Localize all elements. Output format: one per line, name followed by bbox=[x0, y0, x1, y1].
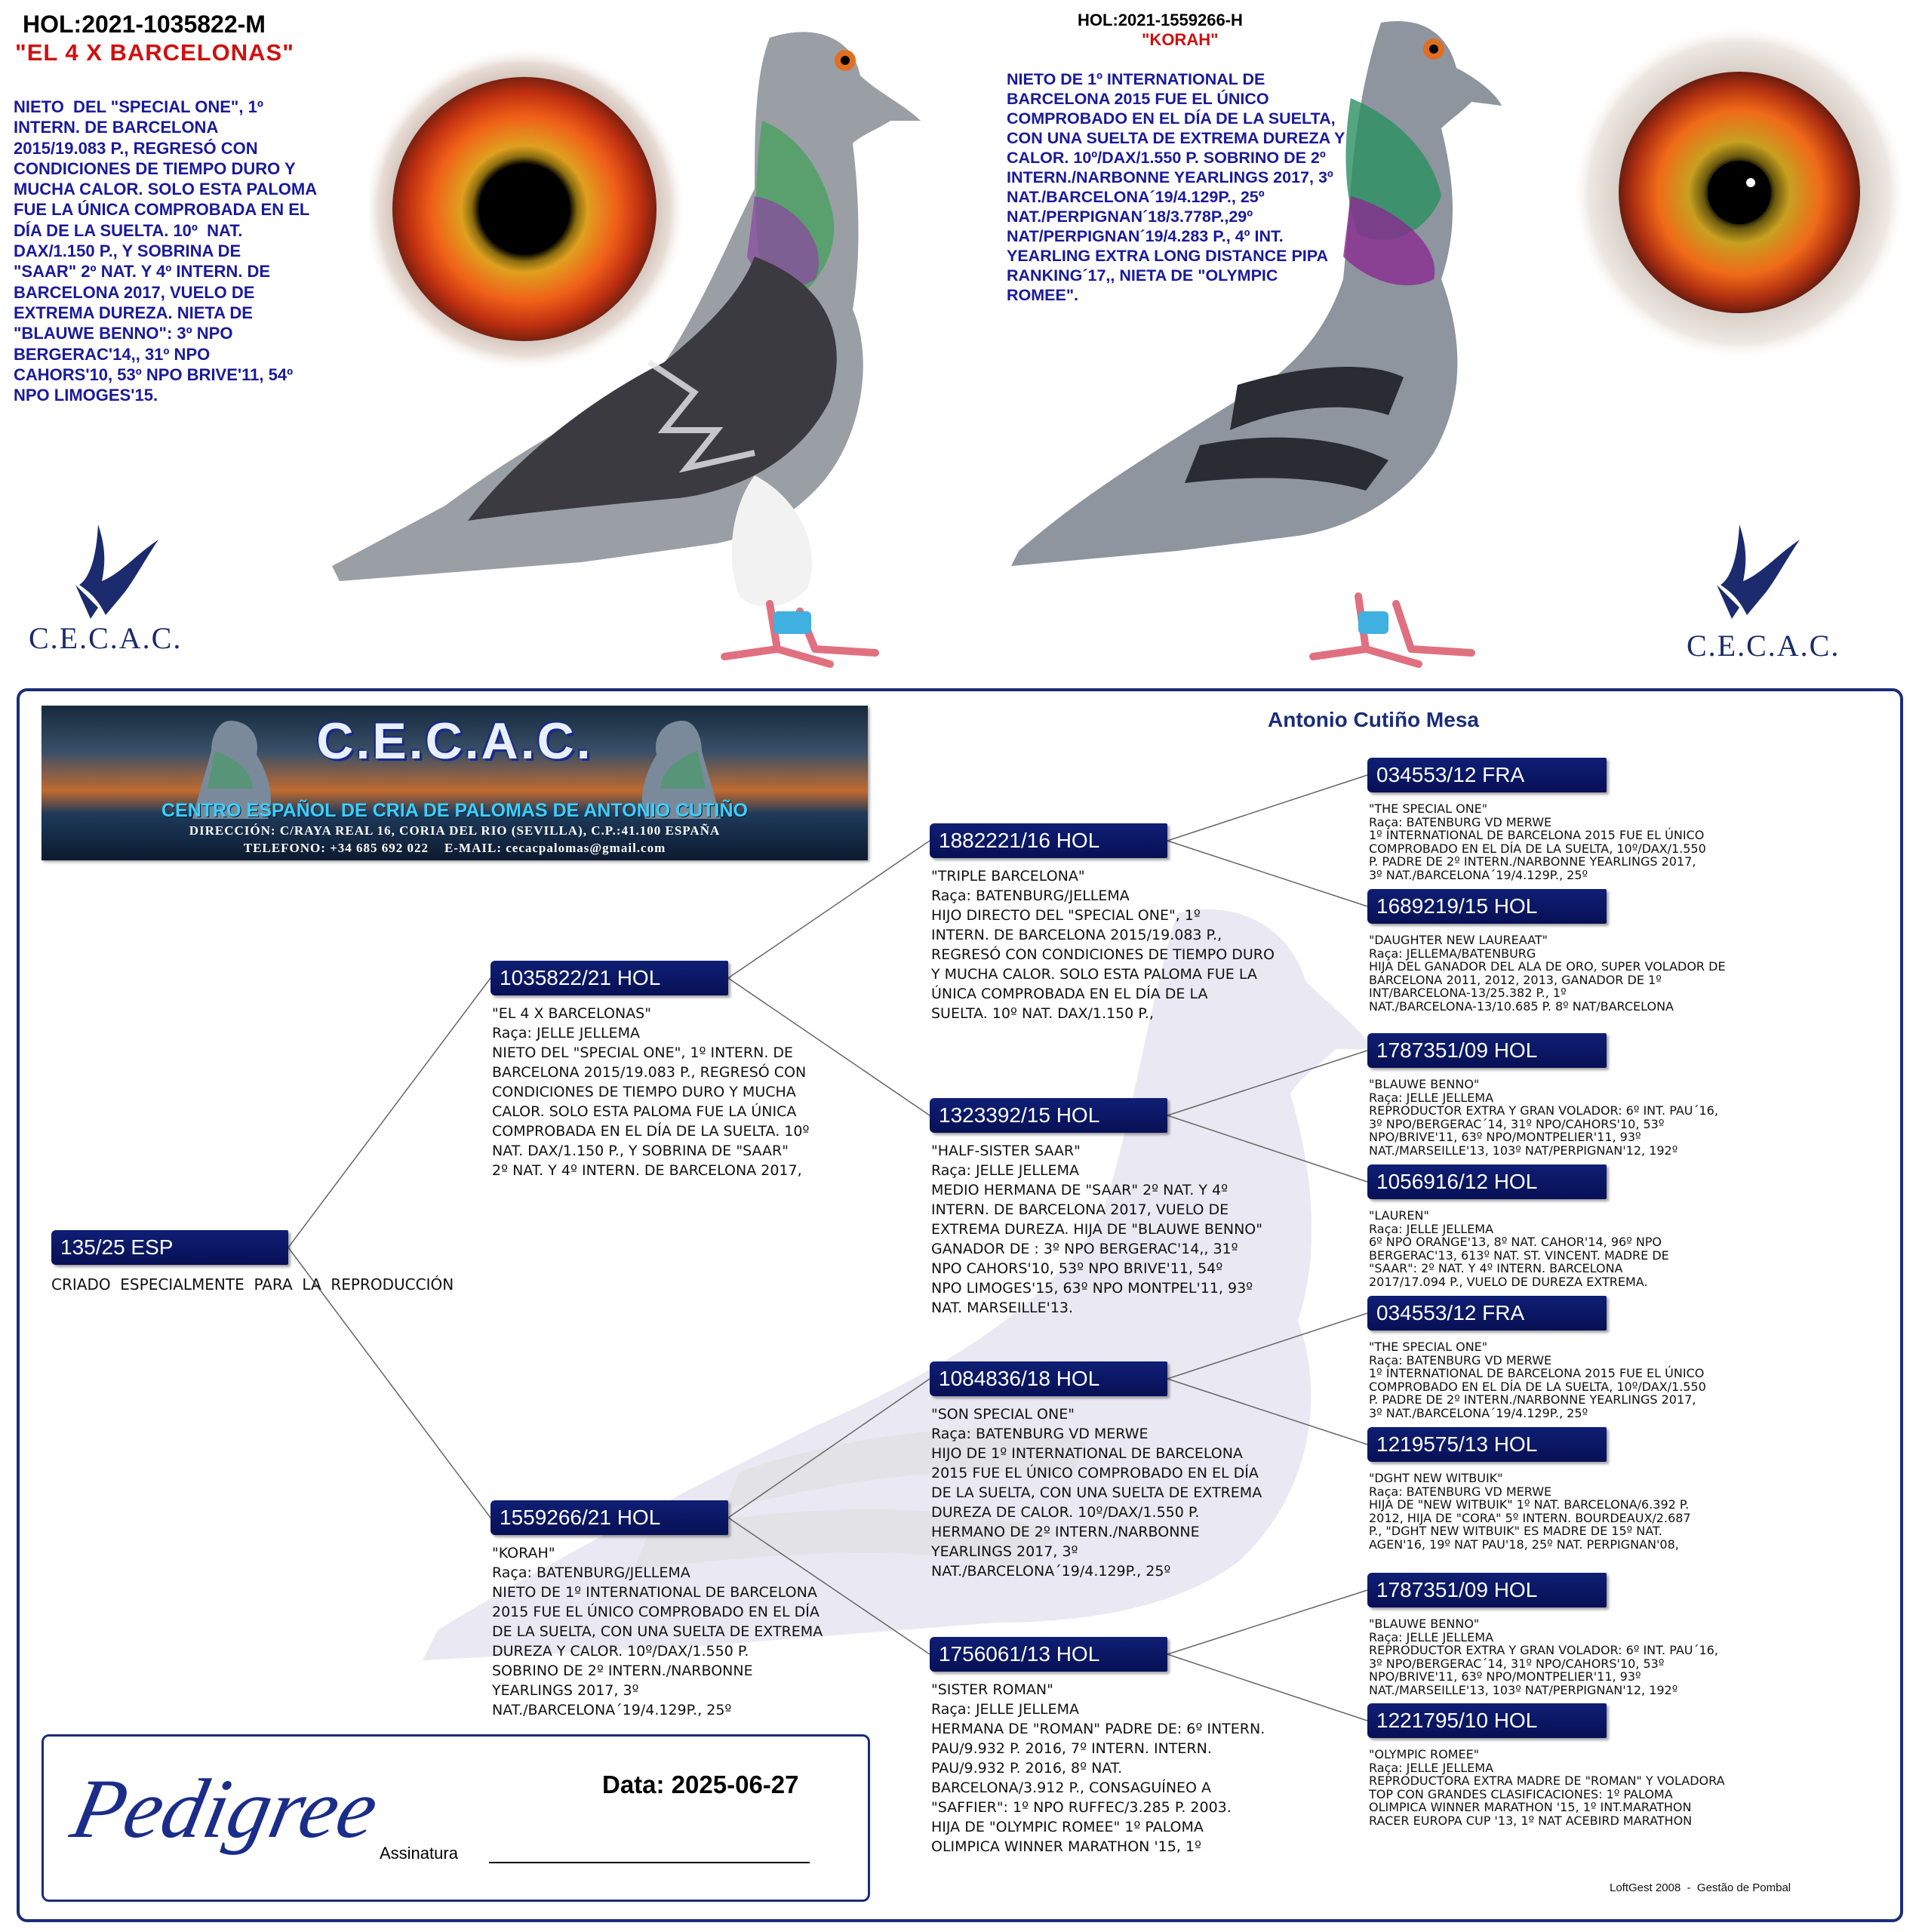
great-grandparent-ring-box[interactable]: 1219575/13 HOL bbox=[1367, 1427, 1607, 1462]
great-grandparent-ring-box[interactable]: 1221795/10 HOL bbox=[1367, 1703, 1607, 1738]
subject-note: CRIADO ESPECIALMENTE PARA LA REPRODUCCIÓN bbox=[51, 1275, 454, 1294]
description-line: NAT/PERPIGNAN´19/4.283 P., 4º INT. bbox=[1007, 227, 1284, 245]
right-bird-ring: HOL:2021-1559266-H bbox=[1078, 11, 1243, 29]
banner-address: DIRECCIÓN: C/RAYA REAL 16, CORIA DEL RIO (SEVILLA), C.P.:41.100 ESPAÑA bbox=[189, 823, 721, 838]
great-grandparent-details: "LAUREN" Raça: JELLE JELLEMA 6º NPO ORANGE'13, 8º NAT. CAHOR'14, 96º NPO BERGERAC'13, 613º NAT. ST. VINCENT. MADRE DE "SAAR": 2º NAT. Y 4º INTERN. BARCELONA 2017/17.094 P., VUELO DE DUREZA EXTREMA. bbox=[1369, 1208, 1669, 1289]
left-brand-mark: C.E.C.A.C. bbox=[29, 621, 183, 655]
description-line: DAX/1.150 P., Y SOBRINA DE bbox=[14, 242, 241, 261]
great-grandparent-details: "DGHT NEW WITBUIK" Raça: BATENBURG VD MERWE HIJA DE "NEW WITBUIK" 1º NAT. BARCELONA/6.392 P. 2012, HIJA DE "CORA" 5º INTERN. BOURDEAUX/2.687 P., "DGHT NEW WITBUIK" ES MADRE DE 15º NAT. AGEN'16, 19º NAT PAU'18, 25º NAT. PERPIGNAN'08, bbox=[1369, 1471, 1691, 1552]
description-line: NAT./BARCELONA´19/4.129P., 25º bbox=[1007, 188, 1265, 206]
parent-ring-box[interactable]: 1035822/21 HOL bbox=[490, 961, 728, 995]
left-bird-ring: HOL:2021-1035822-M bbox=[23, 11, 266, 38]
great-grandparent-details: "BLAUWE BENNO" Raça: JELLE JELLEMA REPRODUCTOR EXTRA Y GRAN VOLADOR: 6º INT. PAU´16, 3º NPO/BERGERAC´14, 31º NPO/CAHORS'10, 53º NPO/BRIVE'11, 63º NPO/MONTPELIER'11, 93º NAT./MARSEILLE'13, 103º NAT/PERPIGNAN'12, 192º bbox=[1369, 1077, 1718, 1158]
great-grandparent-details: "OLYMPIC ROMEE" Raça: JELLE JELLEMA REPRODUCTORA EXTRA MADRE DE "ROMAN" Y VOLADORA TOP CON GRANDES CLASIFICACIONES: 1º PALOMA OLIMPICA WINNER MARATHON '15, 1º INT.MARATHON RACER EUROPA CUP '13, 1º NAT ACEBIRD MARATHON bbox=[1369, 1747, 1725, 1828]
description-line: NIETO DEL "SPECIAL ONE", 1º bbox=[14, 97, 263, 116]
description-line: CALOR. 10º/DAX/1.550 P. SOBRINO DE 2º bbox=[1007, 149, 1326, 167]
description-line: "BLAUWE BENNO": 3º NPO bbox=[14, 324, 233, 343]
great-grandparent-ring-box[interactable]: 1056916/12 HOL bbox=[1367, 1164, 1607, 1199]
signature-line[interactable] bbox=[489, 1862, 810, 1863]
great-grandparent-details: "BLAUWE BENNO" Raça: JELLE JELLEMA REPRODUCTOR EXTRA Y GRAN VOLADOR: 6º INT. PAU´16, 3º NPO/BERGERAC´14, 31º NPO/CAHORS'10, 53º NPO/BRIVE'11, 63º NPO/MONTPELIER'11, 93º NAT./MARSEILLE'13, 103º NAT/PERPIGNAN'12, 192º bbox=[1369, 1617, 1718, 1697]
description-line: CONDICIONES DE TIEMPO DURO Y bbox=[14, 158, 296, 178]
grandparent-details: "SISTER ROMAN" Raça: JELLE JELLEMA HERMANA DE "ROMAN" PADRE DE: 6º INTERN. PAU/9.932 P. 2016, 7º INTERN. INTERN. PAU/9.932 P. 2016, 8º NAT. BARCELONA/3.912 P., CONSAGUÍNEO A "SAFFIER": 1º NPO RUFFEC/3.285 P. 2003. HIJA DE "OLYMPIC ROMEE" 1º PALOMA OLIMPICA WINNER MARATHON '15, 1º bbox=[931, 1681, 1265, 1855]
description-line: CON UNA SUELTA DE EXTREMA DUREZA Y bbox=[1007, 129, 1345, 147]
right-bird-name: "KORAH" bbox=[1142, 30, 1219, 49]
right-brand-mark: C.E.C.A.C. bbox=[1687, 629, 1841, 663]
description-line: NIETO DE 1º INTERNATIONAL DE bbox=[1007, 70, 1265, 88]
great-grandparent-ring-box[interactable]: 034553/12 FRA bbox=[1367, 758, 1607, 792]
description-line: COMPROBADO EN EL DÍA DE LA SUELTA, bbox=[1007, 109, 1336, 128]
great-grandparent-details: "THE SPECIAL ONE" Raça: BATENBURG VD MERWE 1º INTERNATIONAL DE BARCELONA 2015 FUE EL ÚNICO COMPROBADO EN EL DÍA DE LA SUELTA, 10º/DAX/1.550 P. PADRE DE 2º INTERN./NARBONNE YEARLINGS 2017, 3º NAT./BARCELONA´19/4.129P., 25º bbox=[1369, 1340, 1706, 1420]
banner-title: C.E.C.A.C. bbox=[316, 712, 593, 770]
grandparent-ring-box[interactable]: 1882221/16 HOL bbox=[930, 823, 1167, 858]
grandparent-ring-box[interactable]: 1084836/18 HOL bbox=[930, 1361, 1167, 1396]
grandparent-details: "TRIPLE BARCELONA" Raça: BATENBURG/JELLEMA HIJO DIRECTO DEL "SPECIAL ONE", 1º INTERN. DE BARCELONA 2015/19.083 P., REGRESÓ CON CONDICIONES DE TIEMPO DURO Y MUCHA CALOR. SOLO ESTA PALOMA FUE LA ÚNICA COMPROBADA EN EL DÍA DE LA SUELTA. 10º NAT. DAX/1.150 P., bbox=[931, 868, 1275, 1022]
description-line: NAT./PERPIGNAN´18/3.778P.,29º bbox=[1007, 208, 1253, 226]
signature-label: Assinatura bbox=[380, 1844, 458, 1863]
description-line: NPO LIMOGES'15. bbox=[14, 386, 158, 405]
great-grandparent-ring-box[interactable]: 1787351/09 HOL bbox=[1367, 1033, 1607, 1068]
left-bird-name: "EL 4 X BARCELONAS" bbox=[15, 39, 294, 66]
description-line: ROMEE". bbox=[1007, 286, 1079, 304]
parent-ring-box[interactable]: 1559266/21 HOL bbox=[490, 1500, 728, 1535]
great-grandparent-ring-box[interactable]: 1787351/09 HOL bbox=[1367, 1573, 1607, 1607]
description-line: BARCELONA 2017, VUELO DE bbox=[14, 282, 255, 302]
description-line: DÍA DE LA SUELTA. 10º NAT. bbox=[14, 220, 243, 240]
banner-subtitle: CENTRO ESPAÑOL DE CRIA DE PALOMAS DE ANTONIO CUTIÑO bbox=[161, 800, 748, 821]
pedigree-script-title: Pedigree bbox=[63, 1762, 386, 1856]
banner-phone: TELEFONO: +34 685 692 022 E-MAIL: cecacpalomas@gmail.com bbox=[243, 841, 666, 855]
description-line: FUE LA ÚNICA COMPROBADA EN EL bbox=[14, 200, 310, 220]
subject-ring-box[interactable]: 135/25 ESP bbox=[51, 1230, 288, 1265]
great-grandparent-ring-box[interactable]: 1689219/15 HOL bbox=[1367, 889, 1607, 924]
description-line: 2015/19.083 P., REGRESÓ CON bbox=[14, 138, 258, 158]
description-line: CAHORS'10, 53º NPO BRIVE'11, 54º bbox=[14, 365, 294, 384]
description-line: RANKING´17,, NIETA DE "OLYMPIC bbox=[1007, 266, 1278, 285]
pedigree-signature-box bbox=[42, 1734, 870, 1902]
great-grandparent-details: "THE SPECIAL ONE" Raça: BATENBURG VD MERWE 1º INTERNATIONAL DE BARCELONA 2015 FUE EL ÚNICO COMPROBADO EN EL DÍA DE LA SUELTA, 10º/DAX/1.550 P. PADRE DE 2º INTERN./NARBONNE YEARLINGS 2017, 3º NAT./BARCELONA´19/4.129P., 25º bbox=[1369, 801, 1706, 882]
description-line: INTERN./NARBONNE YEARLINGS 2017, 3º bbox=[1007, 168, 1333, 186]
description-line: EXTREMA DUREZA. NIETA DE bbox=[14, 303, 253, 322]
grandparent-ring-box[interactable]: 1323392/15 HOL bbox=[930, 1098, 1167, 1133]
great-grandparent-details: "DAUGHTER NEW LAUREAAT" Raça: JELLEMA/BATENBURG HIJA DEL GANADOR DEL ALA DE ORO, SUPER VOLADOR DE BARCELONA 2011, 2012, 2013, GANADOR DE 1º INT/BARCELONA-13/25.382 P., 1º NAT./BARCELONA-13/10.685 P. 8º NAT/BARCELONA bbox=[1369, 933, 1726, 1014]
grandparent-details: "SON SPECIAL ONE" Raça: BATENBURG VD MERWE HIJO DE 1º INTERNATIONAL DE BARCELONA 2015 FUE EL ÚNICO COMPROBADO EN EL DÍA DE LA SUELTA, CON UNA SUELTA DE EXTREMA DUREZA DE CALOR. 10º/DAX/1.550 P. HERMANO DE 2º INTERN./NARBONNE YEARLINGS 2017, 3º NAT./BARCELONA´19/4.129P., 25º bbox=[931, 1406, 1262, 1580]
description-line: INTERN. DE BARCELONA bbox=[14, 118, 219, 137]
grandparent-details: "HALF-SISTER SAAR" Raça: JELLE JELLEMA MEDIO HERMANA DE "SAAR" 2º NAT. Y 4º INTERN. DE BARCELONA 2017, VUELO DE EXTREMA DUREZA. HIJA DE "BLAUWE BENNO" GANADOR DE : 3º NPO BERGERAC'14,, 31º NPO CAHORS'10, 53º NPO BRIVE'11, 54º NPO LIMOGES'15, 63º NPO MONTPEL'11, 93º NAT. MARSEILLE'13. bbox=[931, 1143, 1262, 1316]
description-line: BARCELONA 2015 FUE EL ÚNICO bbox=[1007, 90, 1269, 108]
grandparent-ring-box[interactable]: 1756061/13 HOL bbox=[930, 1637, 1167, 1672]
parent-details: "KORAH" Raça: BATENBURG/JELLEMA NIETO DE 1º INTERNATIONAL DE BARCELONA 2015 FUE EL ÚNICO COMPROBADO EN EL DÍA DE LA SUELTA, CON UNA SUELTA DE EXTREMA DUREZA Y CALOR. 10º/DAX/1.550 P. SOBRINO DE 2º INTERN./NARBONNE YEARLINGS 2017, 3º NAT./BARCELONA´19/4.129P., 25º bbox=[492, 1545, 823, 1718]
owner-name: Antonio Cutiño Mesa bbox=[1268, 708, 1479, 731]
description-line: YEARLING EXTRA LONG DISTANCE PIPA bbox=[1007, 247, 1329, 265]
great-grandparent-ring-box[interactable]: 034553/12 FRA bbox=[1367, 1296, 1607, 1331]
software-credit: LoftGest 2008 - Gestão de Pombal bbox=[1610, 1881, 1791, 1894]
description-line: "SAAR" 2º NAT. Y 4º INTERN. DE bbox=[14, 262, 271, 281]
description-line: BERGERAC'14,, 31º NPO bbox=[14, 344, 211, 364]
parent-details: "EL 4 X BARCELONAS" Raça: JELLE JELLEMA NIETO DEL "SPECIAL ONE", 1º INTERN. DE BARCELONA 2015/19.083 P., REGRESÓ CON CONDICIONES DE TIEMPO DURO Y MUCHA CALOR. SOLO ESTA PALOMA FUE LA ÚNICA COMPROBADA EN EL DÍA DE LA SUELTA. 10º NAT. DAX/1.150 P., Y SOBRINA DE "SAAR" 2º NAT. Y 4º INTERN. DE BARCELONA 2017, bbox=[492, 1005, 810, 1179]
pedigree-date: Data: 2025-06-27 bbox=[602, 1770, 799, 1798]
description-line: MUCHA CALOR. SOLO ESTA PALOMA bbox=[14, 180, 318, 199]
